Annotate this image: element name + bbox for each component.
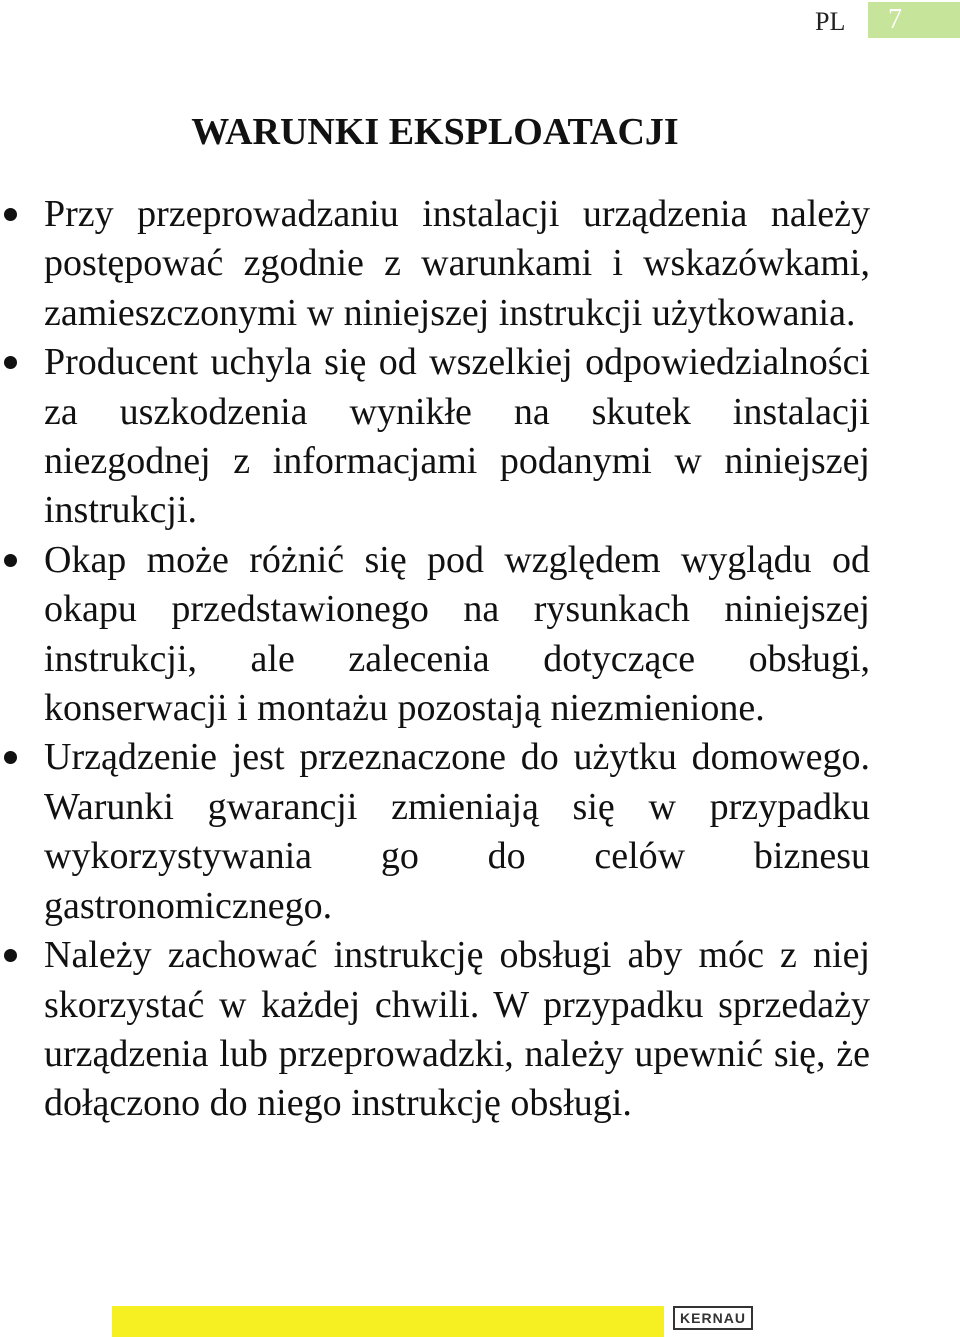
list-item-text: Okap może różnić się pod względem wyglądu od okapu przedstawionego na rysunkach niniejszej instrukcji, ale zalecenia dotyczące obsługi, konserwacji i montażu pozostają niezmienione. (44, 538, 870, 730)
page-number-badge (868, 2, 960, 38)
conditions-list (0, 190, 960, 1129)
bullet-icon (4, 208, 17, 221)
language-label: PL (815, 7, 846, 36)
footer-bar (112, 1306, 664, 1337)
page-title: WARUNKI EKSPLOATACJI (191, 111, 679, 153)
list-item-text: Należy zachować instrukcję obsługi aby móc z niej skorzystać w każdej chwili. W przypadku sprzedaży urządzenia lub przeprowadzki, należy upewnić się, że dołączono do niego instrukcję obsługi. (44, 934, 870, 1125)
list-item (0, 338, 870, 536)
page-number: 7 (888, 4, 902, 35)
list-item-text: Producent uchyla się od wszelkiej odpowiedzialności za uszkodzenia wynikłe na skutek instalacji niezgodnej z informacjami podanymi w niniejszej instrukcji. (44, 341, 870, 532)
list-item (0, 536, 870, 734)
brand-logo: KERNAU (673, 1306, 753, 1330)
bullet-icon (4, 554, 17, 567)
bullet-icon (4, 751, 17, 764)
bullet-icon (4, 949, 17, 962)
list-item-text: Przy przeprowadzaniu instalacji urządzenia należy postępować zgodnie z warunkami i wskazówkami, zamieszczonymi w niniejszej instrukcji użytkowania. (44, 193, 870, 334)
list-item (0, 931, 870, 1129)
list-item (0, 190, 870, 338)
list-item (0, 733, 870, 931)
list-item-text: Urządzenie jest przeznaczone do użytku domowego. Warunki gwarancji zmieniają się w przypadku wykorzystywania go do celów biznesu gastronomicznego. (44, 736, 870, 927)
bullet-icon (4, 356, 17, 369)
